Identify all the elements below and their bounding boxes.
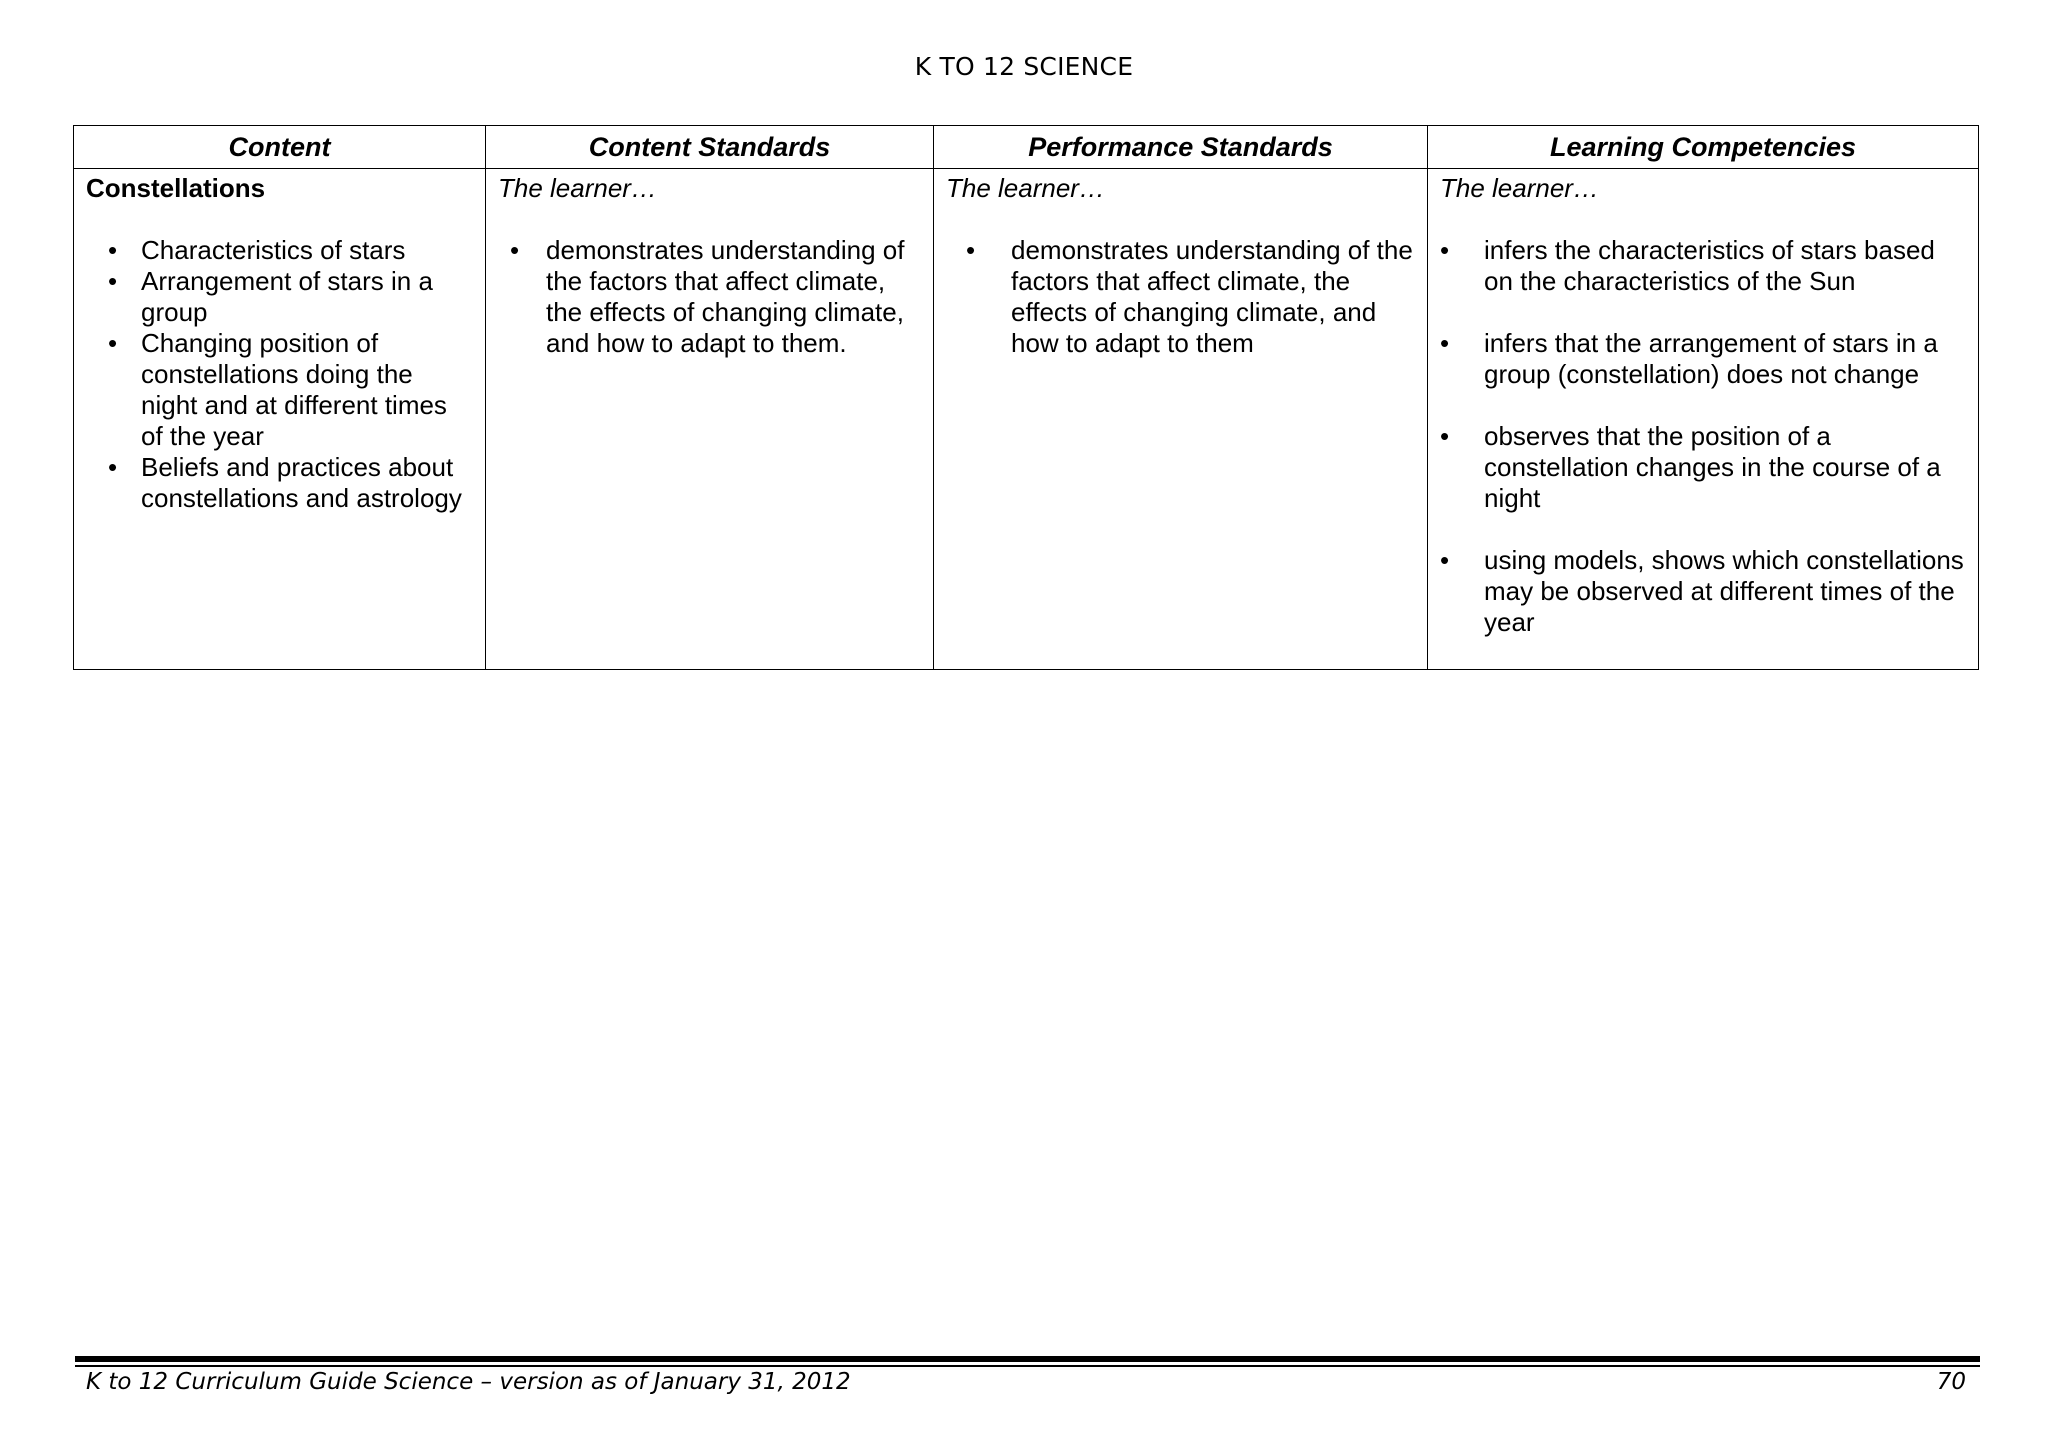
list-item: • demonstrates understanding of the factors that affect climate, the effects of changing climate, and how to adapt to them: [946, 235, 1415, 359]
list-item: • infers the characteristics of stars based on the characteristics of the Sun: [1440, 235, 1966, 297]
content-standards-cell: [486, 169, 934, 670]
column-header-content-standards: Content Standards: [486, 126, 934, 169]
performance-standards-cell: [934, 169, 1428, 670]
footer-divider-thin: [75, 1365, 1980, 1367]
performance-standards-list: [946, 235, 1415, 359]
learner-intro: The learner…: [1440, 173, 1599, 203]
list-item: • observes that the position of a constellation changes in the course of a night: [1440, 421, 1966, 514]
column-header-performance-standards: Performance Standards: [934, 126, 1428, 169]
content-list: [86, 235, 473, 514]
column-header-content: Content: [74, 126, 486, 169]
list-item: • Changing position of constellations doing the night and at different times of the year: [86, 328, 473, 452]
page-header-title: K TO 12 SCIENCE: [914, 52, 1134, 81]
content-standards-list: [498, 235, 921, 359]
column-header-learning-competencies: Learning Competencies: [1428, 126, 1979, 169]
learner-intro: The learner…: [946, 173, 1105, 203]
footer-text: K to 12 Curriculum Guide Science – version as of January 31, 2012: [86, 1369, 851, 1395]
list-item: • Characteristics of stars: [86, 235, 473, 266]
table-row: [74, 169, 1979, 670]
curriculum-table: [73, 125, 1979, 670]
learning-competencies-cell: [1428, 169, 1979, 670]
list-item: • Beliefs and practices about constellations and astrology: [86, 452, 473, 514]
learning-competencies-list: [1440, 235, 1966, 638]
list-item: • using models, shows which constellations may be observed at different times of the year: [1440, 545, 1966, 638]
content-cell: [74, 169, 486, 670]
list-item: • infers that the arrangement of stars in a group (constellation) does not change: [1440, 328, 1966, 390]
list-item: • demonstrates understanding of the factors that affect climate, the effects of changing climate, and how to adapt to them.: [498, 235, 921, 359]
list-item: • Arrangement of stars in a group: [86, 266, 473, 328]
content-topic: Constellations: [86, 173, 266, 203]
learner-intro: The learner…: [498, 173, 657, 203]
footer-divider: [75, 1356, 1980, 1362]
page-number: 70: [1936, 1369, 1966, 1395]
table-header-row: [74, 126, 1979, 169]
